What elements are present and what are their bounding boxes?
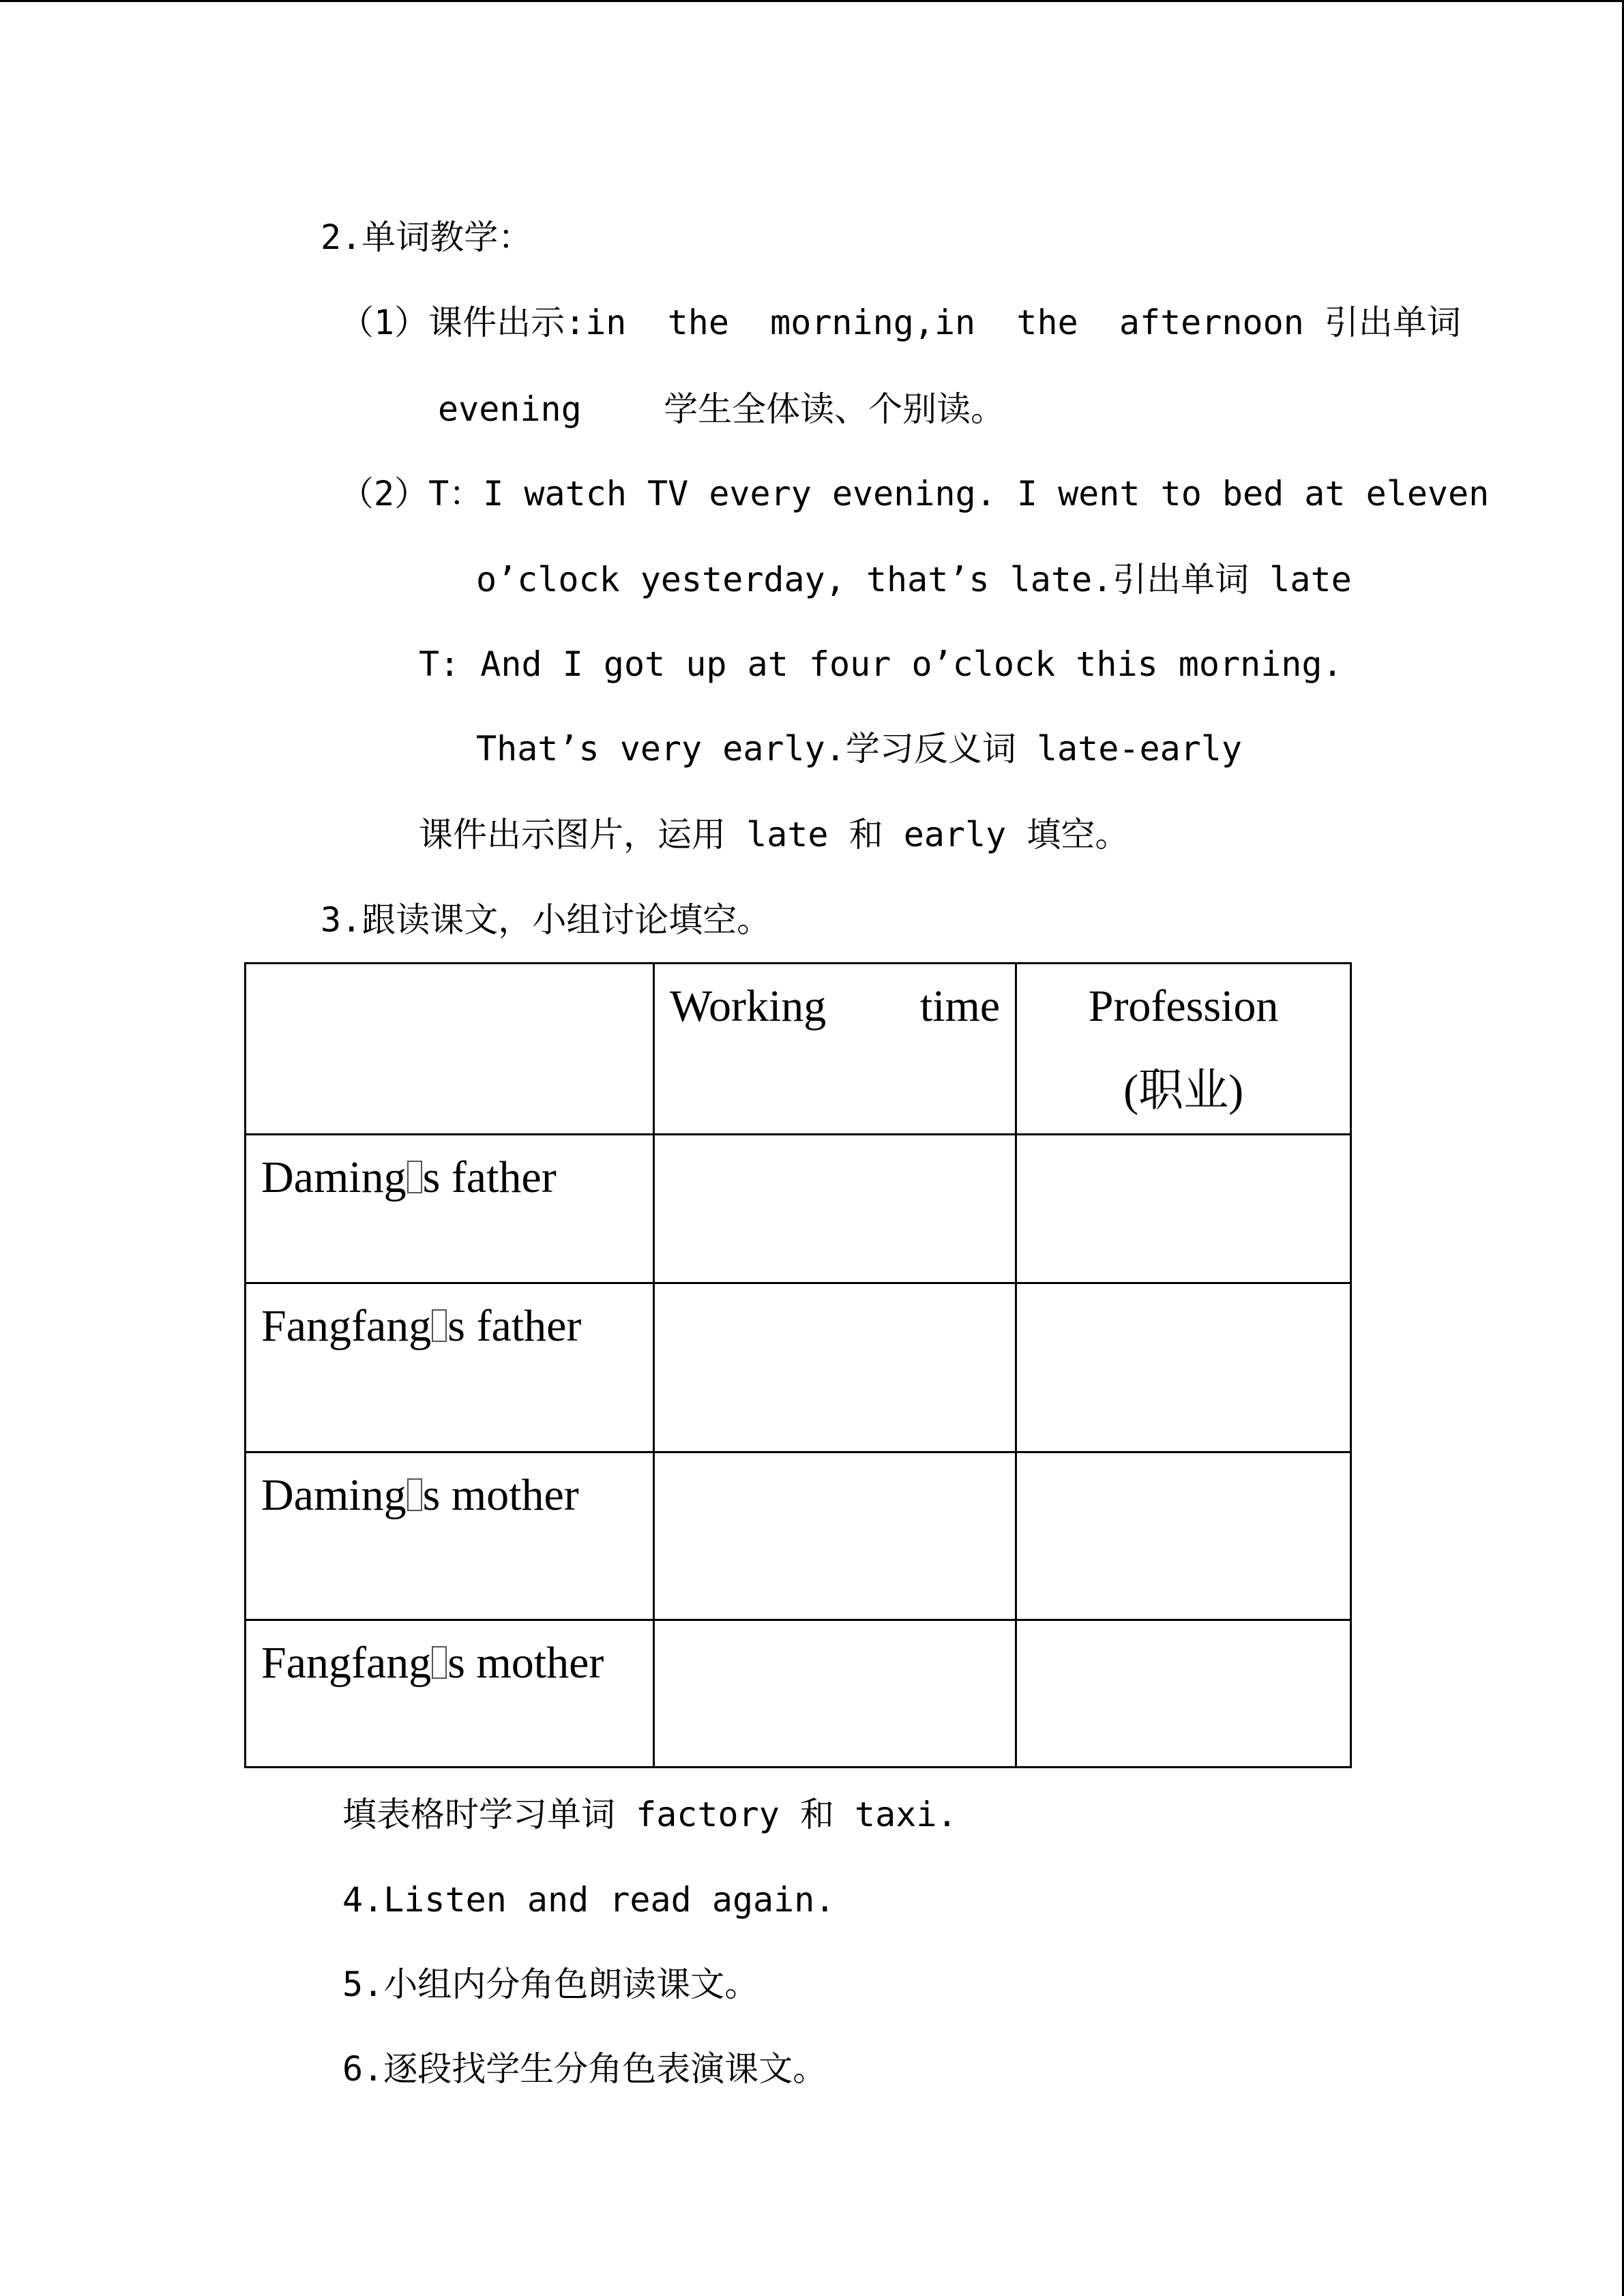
table-row (246, 1283, 1351, 1452)
working-time-cell (653, 1283, 1016, 1452)
step-2-teacher-line: T: And I got up at four o’clock this morning. (419, 644, 1343, 684)
step-3-heading: 3.跟读课文，小组讨论填空。 (321, 900, 771, 940)
profession-cell (1016, 1135, 1351, 1283)
step-2-heading: 2.单词教学： (321, 218, 533, 257)
step-2-item-2: （2）T：I watch TV every evening. I went to bed at eleven (340, 474, 1490, 513)
header-profession-en: Profession (1088, 981, 1279, 1031)
missing-glyph-box (432, 1309, 447, 1342)
header-profession-zh: (职业) (1123, 1066, 1244, 1116)
step-2-fill-blank: 课件出示图片，运用 late 和 early 填空。 (419, 815, 1130, 854)
table-row (246, 1452, 1351, 1620)
top-border-line (0, 0, 1624, 2)
row-label: Daming s mother (261, 1470, 579, 1520)
row-label: Fangfang s father (261, 1301, 582, 1351)
missing-glyph-box (407, 1478, 422, 1511)
row-label-cell (246, 1135, 654, 1283)
step-2-teacher-line-cont: That’s very early.学习反义词 late-early (476, 729, 1242, 769)
table-header-row (246, 964, 1351, 1135)
row-label-cell (246, 1620, 654, 1768)
header-blank-cell (246, 964, 654, 1135)
header-working-word: Working (669, 981, 827, 1031)
header-time-word: time (919, 981, 1001, 1031)
row-label-cell (246, 1452, 654, 1620)
step-5: 5.小组内分角色朗读课文。 (342, 1965, 759, 2004)
header-working-time (670, 964, 1000, 1049)
profession-cell (1016, 1620, 1351, 1768)
missing-glyph-box (407, 1161, 422, 1193)
profession-cell (1016, 1283, 1351, 1452)
step-2-item-1-cont: evening 学生全体读、个别读。 (438, 389, 1005, 429)
step-2-item-1: （1）课件出示:in the morning,in the afternoon 引出单词 (340, 303, 1461, 342)
step-2-item-2-cont: o’clock yesterday, that’s late.引出单词 late (476, 560, 1352, 599)
working-time-cell (653, 1620, 1016, 1768)
header-profession (1032, 964, 1335, 1133)
table-row (246, 1135, 1351, 1283)
profession-table (244, 962, 1352, 1768)
table-row (246, 1620, 1351, 1768)
working-time-cell (653, 1452, 1016, 1620)
step-4: 4.Listen and read again. (342, 1880, 836, 1920)
header-profession-cell (1016, 964, 1351, 1135)
step-6: 6.逐段找学生分角色表演课文。 (342, 2049, 827, 2089)
row-label-cell (246, 1283, 654, 1452)
working-time-cell (653, 1135, 1016, 1283)
table-note: 填表格时学习单词 factory 和 taxi. (342, 1795, 958, 1834)
row-label: Fangfang s mother (261, 1638, 604, 1688)
header-working-time-cell (653, 964, 1016, 1135)
profession-cell (1016, 1452, 1351, 1620)
row-label: Daming s father (261, 1152, 557, 1202)
missing-glyph-box (432, 1646, 447, 1679)
